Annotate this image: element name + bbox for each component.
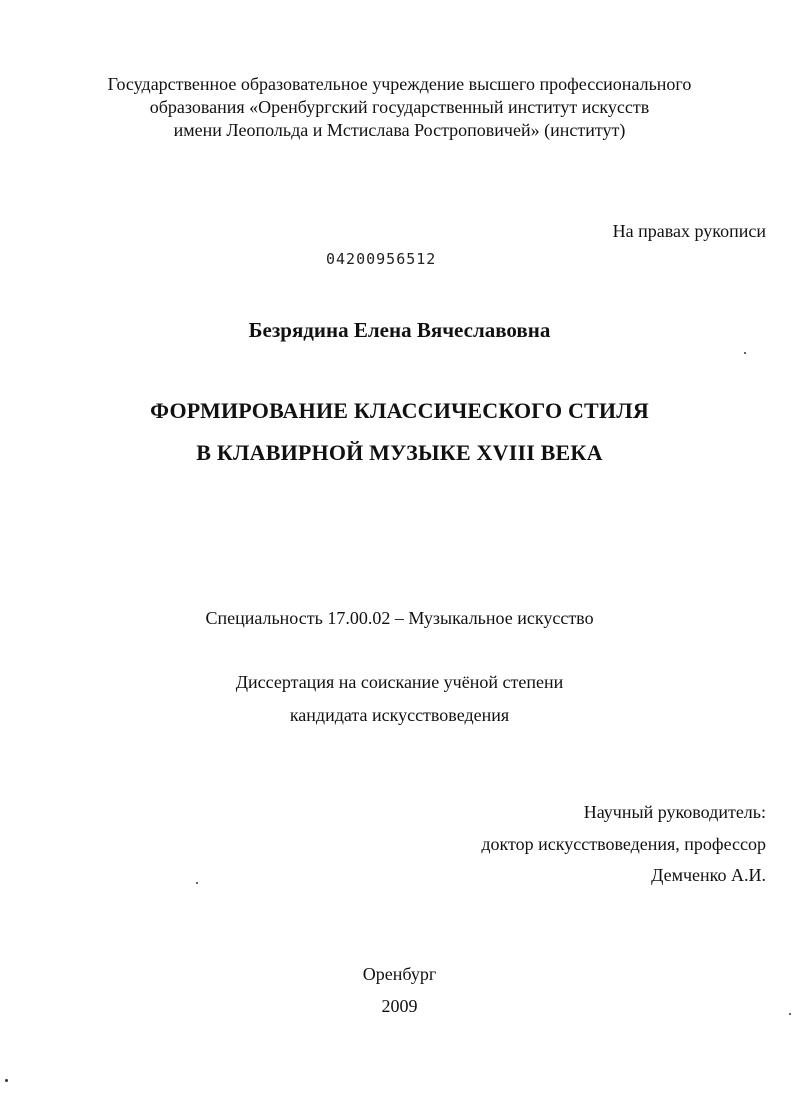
scan-speck xyxy=(5,1079,8,1082)
dissertation-line-2: кандидата искусствоведения xyxy=(289,705,510,725)
supervisor-degree: доктор искусствоведения, профессор xyxy=(481,834,766,854)
year: 2009 xyxy=(381,996,418,1016)
institution-line-2: образования «Оренбургский государственный институт искусств xyxy=(149,97,650,117)
specialty: Специальность 17.00.02 – Музыкальное искусство xyxy=(205,608,594,628)
dissertation-line-1: Диссертация на соискание учёной степени xyxy=(235,672,564,692)
author-name: Безрядина Елена Вячеславовна xyxy=(248,318,551,342)
institution-line-1: Государственное образовательное учреждение высшего профессионального xyxy=(107,74,692,94)
scan-speck xyxy=(789,1013,791,1015)
title-line-1: ФОРМИРОВАНИЕ КЛАССИЧЕСКОГО СТИЛЯ xyxy=(150,398,649,423)
city: Оренбург xyxy=(362,964,437,984)
scan-speck xyxy=(744,352,746,354)
serial-number: 04200956512 xyxy=(326,250,437,268)
supervisor-name: Демченко А.И. xyxy=(651,865,766,885)
institution-line-3: имени Леопольда и Мстислава Ростроповичей» (институт) xyxy=(173,120,626,140)
scan-speck xyxy=(196,882,198,884)
manuscript-note: На правах рукописи xyxy=(612,221,766,241)
title-line-2: В КЛАВИРНОЙ МУЗЫКЕ XVIII ВЕКА xyxy=(196,440,603,465)
supervisor-label: Научный руководитель: xyxy=(583,802,766,822)
